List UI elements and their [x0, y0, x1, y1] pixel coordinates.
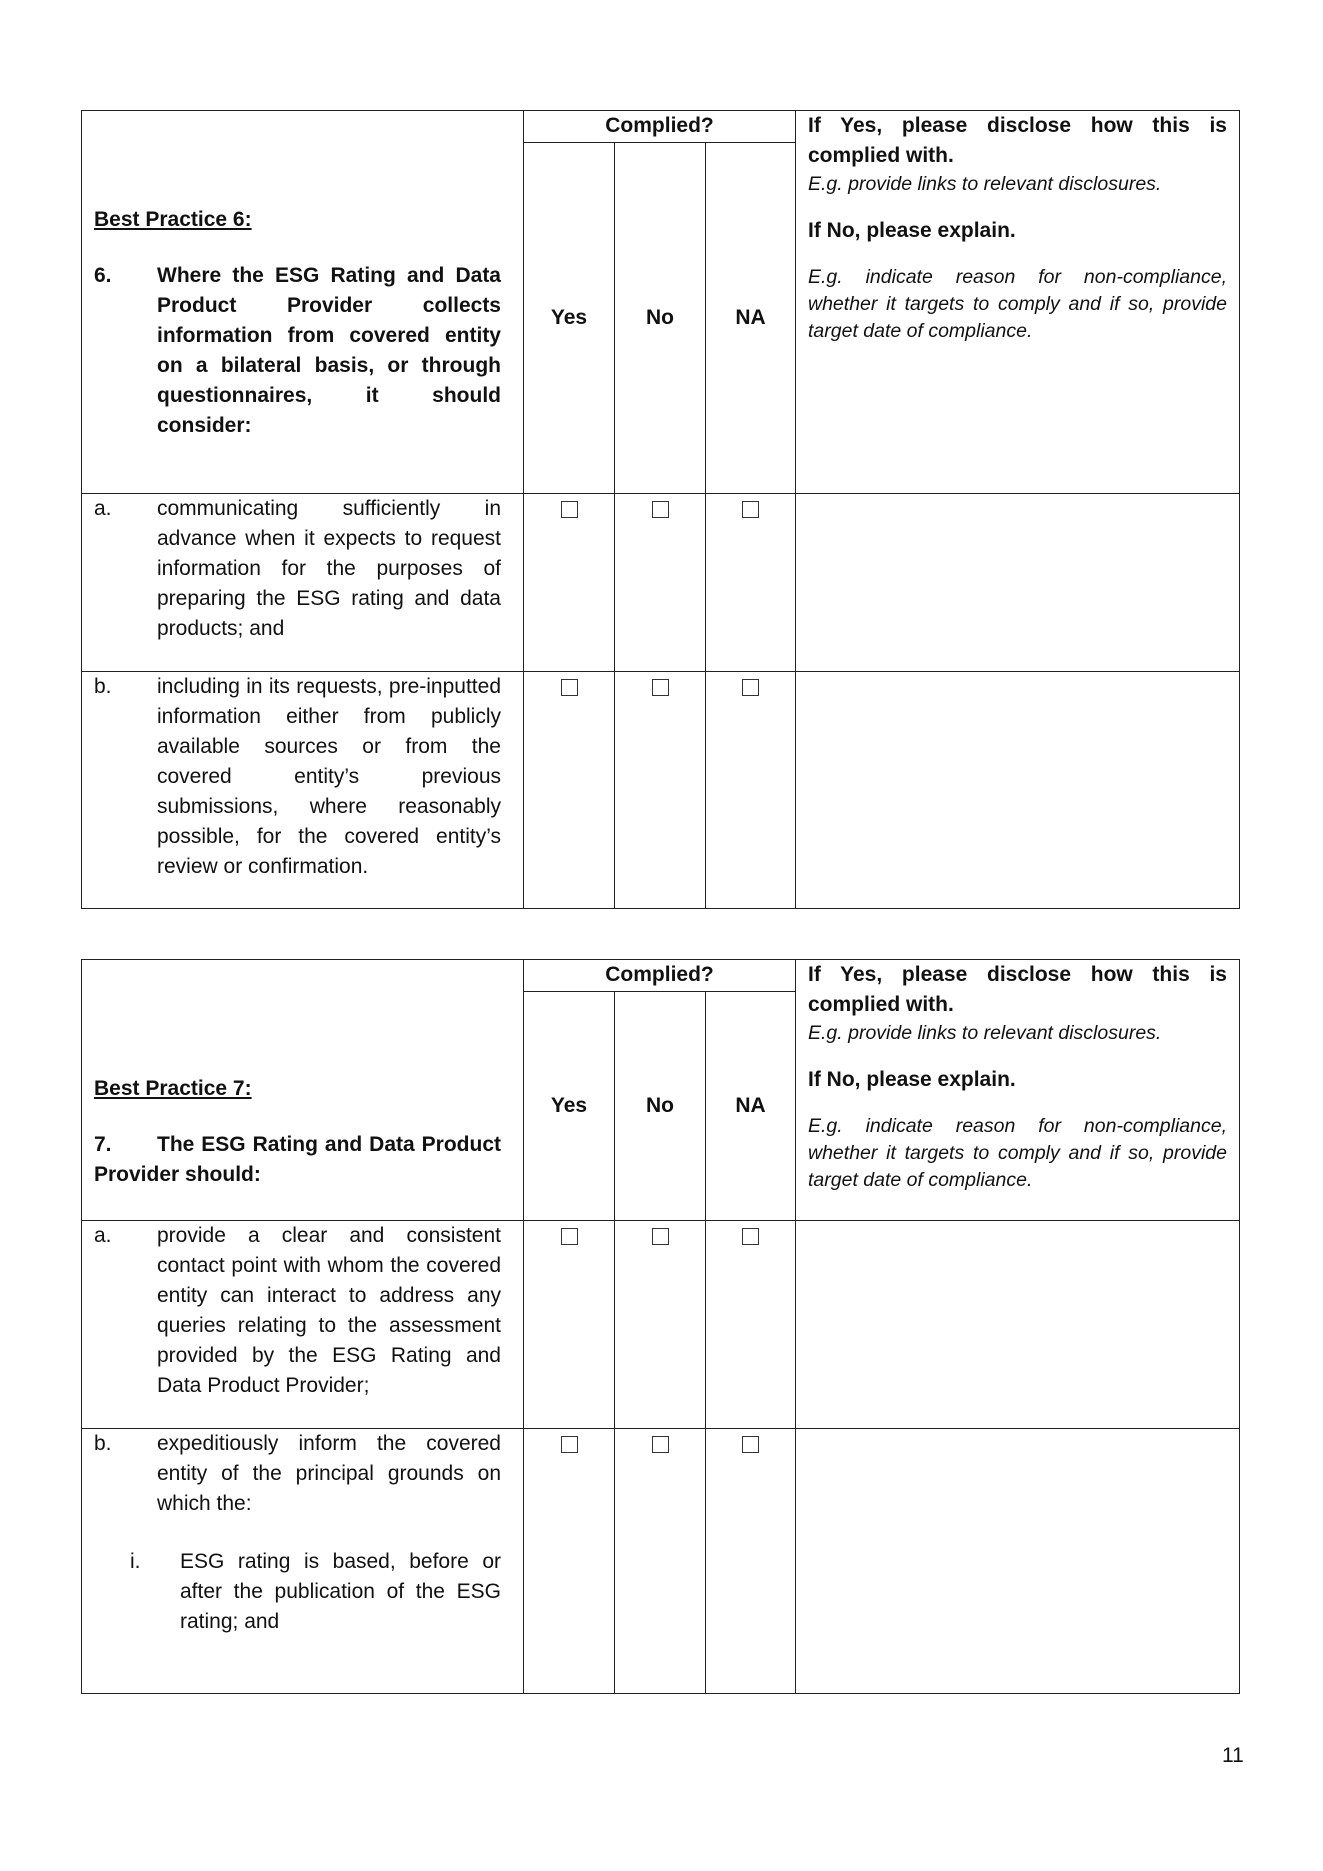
bp6-item-b [82, 672, 524, 909]
bp6-item-a-row [82, 494, 1240, 672]
na-checkbox[interactable] [742, 1436, 759, 1453]
no-column-header: No [615, 143, 706, 494]
complied-header: Complied? [524, 111, 796, 143]
explanation-field[interactable] [796, 494, 1240, 672]
bp7-item-b-row [82, 1429, 1240, 1694]
eg-reason-note: E.g. indicate reason for non-compliance, whether it targets to comply and if so, provide target date of compliance. [808, 266, 1227, 342]
bp6-heading: Where the ESG Rating and Data Product Provider collects information from covered entity on a bilateral basis, or through questionnaires, it should consider: [157, 264, 501, 437]
bp6-item-a [82, 494, 524, 672]
best-practice-7-table [81, 959, 1240, 1694]
bp7-heading-cell [82, 960, 524, 1221]
item-label: a. [94, 497, 112, 520]
explanation-field[interactable] [796, 1221, 1240, 1429]
bp7-item-b [82, 1429, 524, 1694]
item-label: b. [94, 675, 112, 698]
bp6-explanation-cell [796, 111, 1240, 494]
bp7-number: 7. [94, 1133, 112, 1156]
if-yes-instruction: If Yes, please disclose how this is complied with. [808, 114, 1227, 167]
yes-checkbox[interactable] [561, 1436, 578, 1453]
yes-column-header: Yes [524, 992, 615, 1221]
item-label: b. [94, 1432, 112, 1455]
bp7-explanation-cell [796, 960, 1240, 1221]
bp7-heading: The ESG Rating and Data Product Provider should: [94, 1133, 501, 1186]
na-checkbox[interactable] [742, 679, 759, 696]
na-column-header: NA [706, 143, 796, 494]
subitem-text: ESG rating is based, before or after the publication of the ESG rating; and [180, 1550, 501, 1633]
no-checkbox[interactable] [652, 1228, 669, 1245]
no-checkbox[interactable] [652, 679, 669, 696]
bp7-item-a-row [82, 1221, 1240, 1429]
yes-checkbox[interactable] [561, 679, 578, 696]
na-checkbox[interactable] [742, 501, 759, 518]
eg-links-note: E.g. provide links to relevant disclosures. [808, 1022, 1162, 1044]
item-text: including in its requests, pre-inputted information either from publicly available sources or from the covered entity’s previous submissions, where reasonably possible, for the covered entity’s review or confirmation. [157, 675, 501, 878]
if-yes-instruction: If Yes, please disclose how this is complied with. [808, 963, 1227, 1016]
bp6-number: 6. [94, 264, 112, 287]
item-text: provide a clear and consistent contact point with whom the covered entity can interact to address any queries relating to the assessment provided by the ESG Rating and Data Product Provider; [157, 1224, 501, 1397]
bp6-item-b-row [82, 672, 1240, 909]
yes-checkbox[interactable] [561, 1228, 578, 1245]
eg-reason-note: E.g. indicate reason for non-compliance, whether it targets to comply and if so, provide target date of compliance. [808, 1115, 1227, 1191]
eg-links-note: E.g. provide links to relevant disclosures. [808, 173, 1162, 195]
if-no-instruction: If No, please explain. [808, 1068, 1016, 1091]
yes-checkbox[interactable] [561, 501, 578, 518]
bp7-title: Best Practice 7: [94, 1077, 252, 1100]
no-column-header: No [615, 992, 706, 1221]
subitem-label: i. [130, 1550, 141, 1573]
no-checkbox[interactable] [652, 1436, 669, 1453]
bp7-item-a [82, 1221, 524, 1429]
explanation-field[interactable] [796, 1429, 1240, 1694]
explanation-field[interactable] [796, 672, 1240, 909]
na-column-header: NA [706, 992, 796, 1221]
complied-header: Complied? [524, 960, 796, 992]
if-no-instruction: If No, please explain. [808, 219, 1016, 242]
best-practice-6-table [81, 110, 1240, 909]
na-checkbox[interactable] [742, 1228, 759, 1245]
yes-column-header: Yes [524, 143, 615, 494]
bp6-heading-cell [82, 111, 524, 494]
page-number: 11 [1222, 1744, 1244, 1767]
item-text: expeditiously inform the covered entity of the principal grounds on which the: [157, 1432, 501, 1515]
no-checkbox[interactable] [652, 501, 669, 518]
bp6-title: Best Practice 6: [94, 208, 252, 231]
item-label: a. [94, 1224, 112, 1247]
item-text: communicating sufficiently in advance when it expects to request information for the purposes of preparing the ESG rating and data products; and [157, 497, 501, 640]
